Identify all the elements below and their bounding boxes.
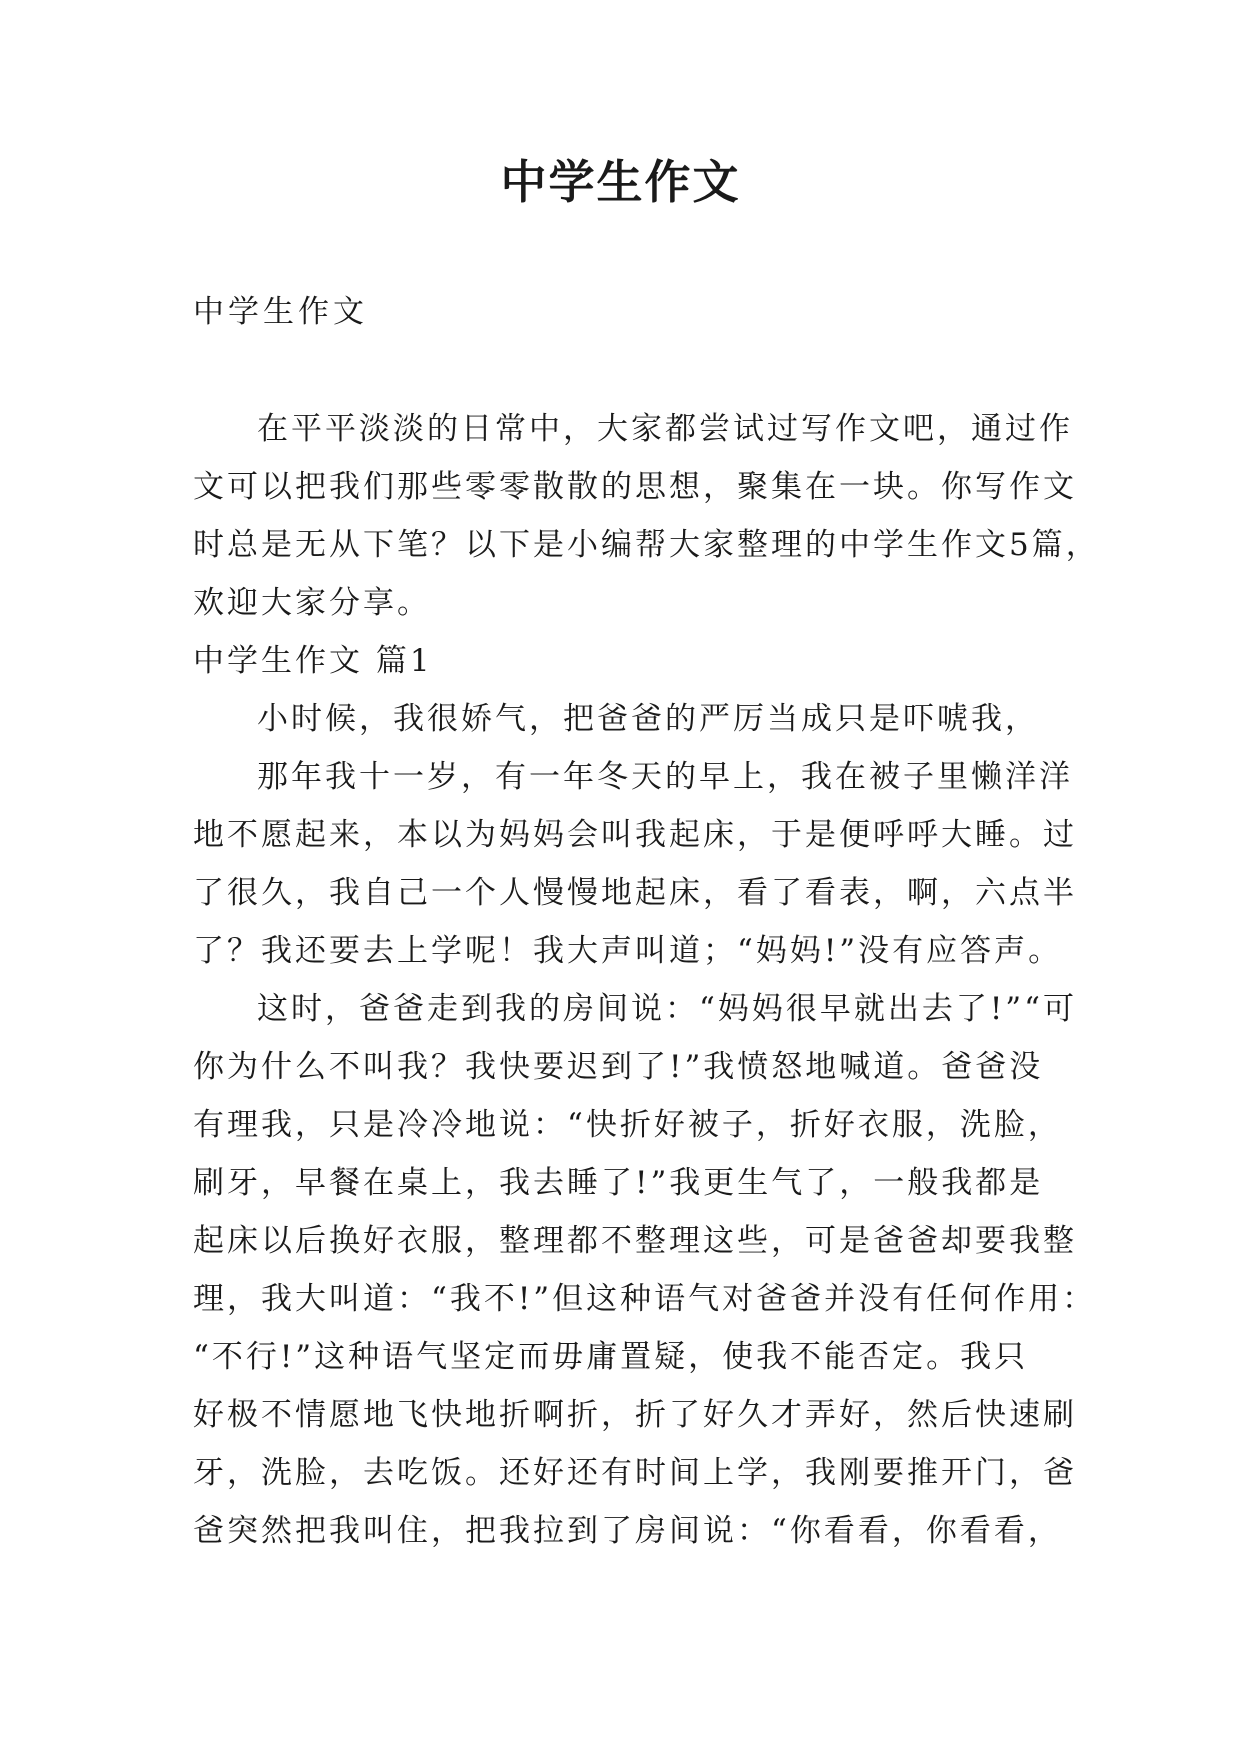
text-line: 这时，爸爸走到我的房间说：“妈妈很早就出去了!”“可: [257, 991, 1077, 1027]
text-line: 地不愿起来，本以为妈妈会叫我起床，于是便呼呼大睡。过: [193, 817, 1077, 853]
text-line: 你为什么不叫我？我快要迟到了!”我愤怒地喊道。爸爸没: [193, 1049, 1044, 1085]
text-line: 起床以后换好衣服，整理都不整理这些，可是爸爸却要我整: [193, 1223, 1077, 1259]
section-heading: 中学生作文 篇1: [193, 643, 433, 679]
document-subtitle: 中学生作文: [193, 294, 368, 330]
document-body: [193, 400, 1100, 1560]
text-line: 了？我还要去上学呢！我大声叫道；“妈妈!”没有应答声。: [193, 933, 1063, 969]
text-line: “不行!”这种语气坚定而毋庸置疑，使我不能否定。我只: [193, 1339, 1029, 1375]
document-title: 中学生作文: [500, 155, 741, 209]
text-line: 在平平淡淡的日常中，大家都尝试过写作文吧，通过作: [257, 411, 1073, 447]
text-line: 文可以把我们那些零零散散的思想，聚集在一块。你写作文: [193, 469, 1077, 505]
text-line: 牙，洗脸，去吃饭。还好还有时间上学，我刚要推开门，爸: [193, 1455, 1077, 1491]
text-line: 那年我十一岁，有一年冬天的早上，我在被子里懒洋洋: [257, 759, 1073, 795]
text-line: 时总是无从下笔？以下是小编帮大家整理的中学生作文5篇，: [193, 527, 1100, 563]
text-line: 有理我，只是冷冷地说：“快折好被子，折好衣服，洗脸，: [193, 1107, 1062, 1143]
text-line: 小时候，我很娇气，把爸爸的严厉当成只是吓唬我，: [257, 701, 1039, 737]
text-line: 了很久，我自己一个人慢慢地起床，看了看表，啊，六点半: [193, 875, 1077, 911]
text-line: 爸突然把我叫住，把我拉到了房间说：“你看看，你看看，: [193, 1513, 1062, 1549]
text-line: 刷牙，早餐在桌上，我去睡了!”我更生气了，一般我都是: [193, 1165, 1044, 1201]
text-line: 欢迎大家分享。: [193, 585, 431, 621]
text-line: 好极不情愿地飞快地折啊折，折了好久才弄好，然后快速刷: [193, 1397, 1077, 1433]
text-line: 理，我大叫道：“我不!”但这种语气对爸爸并没有任何作用：: [193, 1281, 1097, 1317]
